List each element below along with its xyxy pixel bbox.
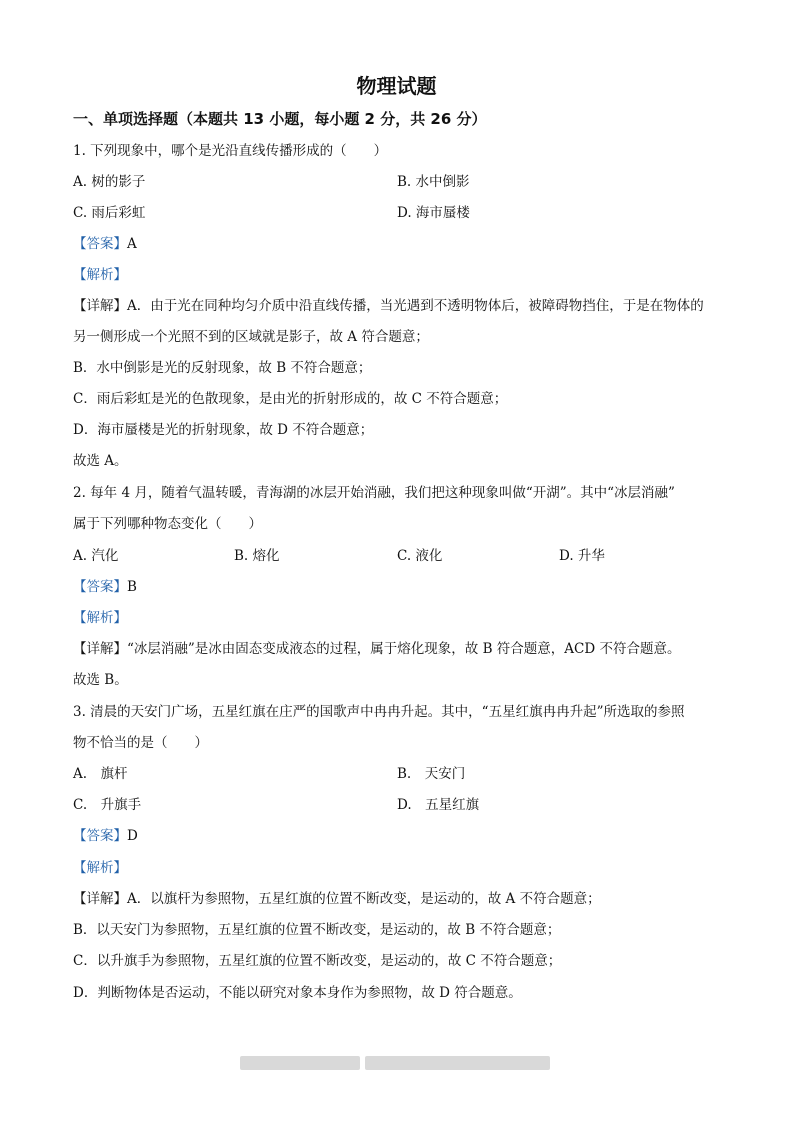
- q1-detail-1: [73, 297, 704, 315]
- q2-option-a: A. 汽化: [73, 548, 119, 564]
- q3-option-b: B. 天安门: [397, 766, 466, 782]
- q2-option-b: B. 熔化: [234, 548, 280, 564]
- answer-value: D: [127, 828, 138, 844]
- q2-option-c: C. 液化: [397, 548, 443, 564]
- q2-conclusion: 故选 B。: [73, 672, 128, 688]
- detail-text: A．以旗杆为参照物，五星红旗的位置不断改变，是运动的，故 A 不符合题意；: [127, 891, 601, 907]
- answer-value: B: [127, 579, 137, 595]
- q2-analysis-tag: 【解析】: [73, 610, 127, 626]
- q1-option-b: B. 水中倒影: [397, 174, 470, 190]
- page-title: 物理试题: [356, 74, 437, 98]
- q2-answer: [73, 578, 137, 596]
- q1-answer: [73, 235, 137, 253]
- q1-option-a: A. 树的影子: [73, 174, 146, 190]
- q1-detail-2: B．水中倒影是光的反射现象，故 B 不符合题意；: [73, 360, 372, 376]
- answer-tag: 【答案】: [73, 579, 127, 595]
- q3-option-c: C. 升旗手: [73, 797, 142, 813]
- detail-text: “冰层消融”是冰由固态变成液态的过程，属于熔化现象，故 B 符合题意，ACD 不符合题意。: [127, 641, 681, 657]
- q3-detail-2: B．以天安门为参照物，五星红旗的位置不断改变，是运动的，故 B 不符合题意；: [73, 922, 561, 938]
- q1-conclusion: 故选 A。: [73, 453, 128, 469]
- q3-detail-3: C．以升旗手为参照物，五星红旗的位置不断改变，是运动的，故 C 不符合题意；: [73, 953, 562, 969]
- q2-option-d: D. 升华: [559, 548, 605, 564]
- detail-tag: 【详解】: [73, 298, 127, 314]
- q1-detail-1b: 另一侧形成一个光照不到的区域就是影子，故 A 符合题意；: [73, 329, 429, 345]
- section-heading: 一、单项选择题（本题共 13 小题，每小题 2 分，共 26 分）: [73, 110, 487, 128]
- detail-tag: 【详解】: [73, 641, 127, 657]
- answer-tag: 【答案】: [73, 236, 127, 252]
- answer-value: A: [127, 236, 137, 252]
- footer-blur-segment: [365, 1056, 550, 1070]
- question-1-stem: 1. 下列现象中，哪个是光沿直线传播形成的（ ）: [73, 143, 388, 159]
- q3-option-a: A. 旗杆: [73, 766, 128, 782]
- question-2-stem-line-1: 2. 每年 4 月，随着气温转暖，青海湖的冰层开始消融，我们把这种现象叫做“开湖”。其中“冰层消融”: [73, 485, 675, 501]
- q3-analysis-tag: 【解析】: [73, 860, 127, 876]
- question-3-stem-line-2: 物不恰当的是（ ）: [73, 735, 208, 751]
- question-3-stem-line-1: 3. 清晨的天安门广场，五星红旗在庄严的国歌声中冉冉升起。其中，“五星红旗冉冉升起”所选取的参照: [73, 704, 685, 720]
- q1-analysis-tag: 【解析】: [73, 267, 127, 283]
- q3-detail-4: D．判断物体是否运动，不能以研究对象本身作为参照物，故 D 符合题意。: [73, 985, 522, 1001]
- q3-answer: [73, 827, 138, 845]
- q2-detail-1: [73, 640, 681, 658]
- q3-detail-1: [73, 890, 601, 908]
- q1-option-c: C. 雨后彩虹: [73, 205, 146, 221]
- q1-detail-3: C．雨后彩虹是光的色散现象，是由光的折射形成的，故 C 不符合题意；: [73, 391, 508, 407]
- q1-detail-4: D．海市蜃楼是光的折射现象，故 D 不符合题意；: [73, 422, 374, 438]
- footer-blur-segment: [240, 1056, 360, 1070]
- question-2-stem-line-2: 属于下列哪种物态变化（ ）: [73, 516, 262, 532]
- answer-tag: 【答案】: [73, 828, 127, 844]
- detail-text: A．由于光在同种均匀介质中沿直线传播，当光遇到不透明物体后，被障碍物挡住，于是在物体的: [127, 298, 704, 314]
- detail-tag: 【详解】: [73, 891, 127, 907]
- q3-option-d: D. 五星红旗: [397, 797, 480, 813]
- q1-option-d: D. 海市蜃楼: [397, 205, 470, 221]
- footer-watermark: [240, 1056, 555, 1070]
